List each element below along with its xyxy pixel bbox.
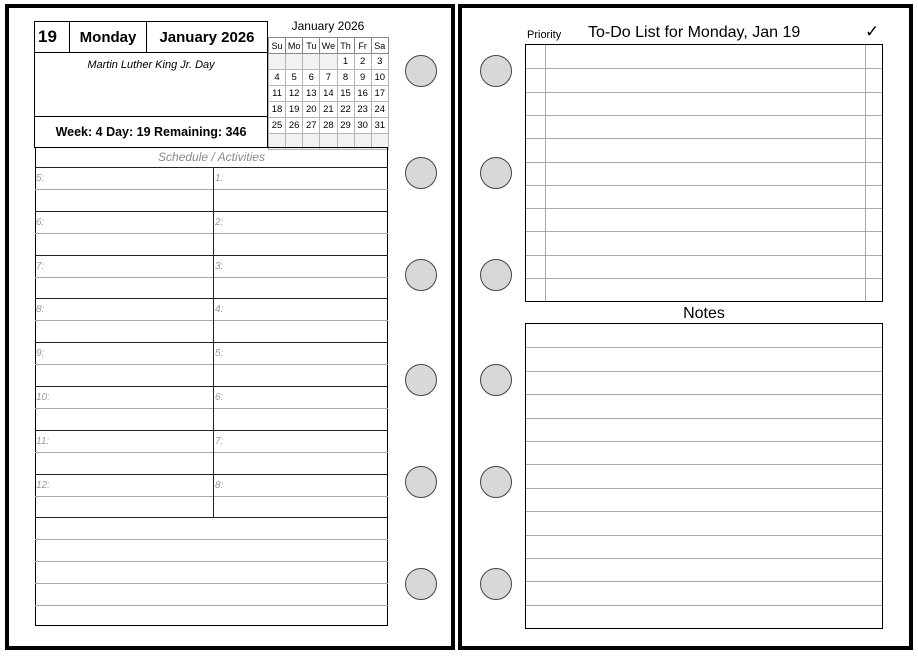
schedule-header-divider (35, 167, 388, 168)
ruled-line (526, 418, 882, 419)
schedule-hour-label: 4: (215, 304, 224, 316)
weekday-label: Monday (69, 21, 147, 53)
schedule-column-divider (213, 167, 214, 517)
mini-calendar-day[interactable]: 24 (371, 102, 388, 118)
schedule-hour-label: 12: (36, 479, 50, 491)
mini-calendar-week (269, 54, 389, 70)
mini-calendar-weekday: We (320, 38, 337, 54)
notes-area[interactable] (525, 323, 883, 629)
ruled-line (526, 441, 882, 442)
binder-ring-hole-icon (405, 259, 437, 291)
schedule-hour-label: 2: (215, 216, 224, 228)
mini-calendar-day[interactable]: 30 (354, 118, 371, 134)
mini-calendar-day[interactable]: 10 (371, 70, 388, 86)
mini-calendar-day[interactable]: 21 (320, 102, 337, 118)
binder-ring-hole-icon (405, 157, 437, 189)
ruled-line (526, 581, 882, 582)
checkmark-icon: ✓ (865, 22, 880, 41)
mini-calendar-empty-cell (303, 54, 320, 70)
todo-title: To-Do List for Monday, Jan 19 (588, 24, 801, 41)
schedule-extra-line (35, 605, 388, 606)
priority-column-divider (545, 45, 546, 301)
mini-calendar-weekday-row (269, 38, 389, 54)
schedule-extra-line (35, 539, 388, 540)
binder-ring-hole-icon (480, 55, 512, 87)
todo-list-area[interactable] (525, 44, 883, 302)
schedule-hour-label: 3: (215, 260, 224, 272)
schedule-half-hour-line (35, 277, 388, 278)
ruled-line (526, 92, 882, 93)
binder-ring-hole-icon (480, 364, 512, 396)
mini-calendar-day[interactable]: 3 (371, 54, 388, 70)
mini-calendar-week (269, 102, 389, 118)
mini-calendar-day[interactable]: 14 (320, 86, 337, 102)
mini-calendar-week (269, 86, 389, 102)
mini-calendar-day[interactable]: 27 (303, 118, 320, 134)
mini-calendar-day[interactable]: 2 (354, 54, 371, 70)
mini-calendar-day[interactable]: 31 (371, 118, 388, 134)
mini-calendar-weekday: Su (269, 38, 286, 54)
check-column-divider (865, 45, 866, 301)
mini-calendar-day[interactable]: 25 (269, 118, 286, 134)
binder-ring-hole-icon (480, 466, 512, 498)
ruled-line (526, 278, 882, 279)
ruled-line (526, 394, 882, 395)
schedule-hour-label: 7: (36, 260, 45, 272)
mini-calendar-day[interactable]: 1 (337, 54, 354, 70)
mini-calendar-day[interactable]: 5 (286, 70, 303, 86)
schedule-half-hour-line (35, 496, 388, 497)
mini-calendar-day[interactable]: 9 (354, 70, 371, 86)
ruled-line (526, 464, 882, 465)
schedule-hour-divider (35, 255, 388, 256)
schedule-half-hour-line (35, 189, 388, 190)
schedule-hour-label: 11: (36, 435, 50, 447)
ruled-line (526, 511, 882, 512)
mini-calendar-day[interactable]: 22 (337, 102, 354, 118)
ruled-line (526, 185, 882, 186)
mini-calendar-title: January 2026 (291, 19, 365, 33)
schedule-half-hour-line (35, 452, 388, 453)
mini-calendar-empty-cell (286, 54, 303, 70)
mini-calendar-day[interactable]: 29 (337, 118, 354, 134)
mini-calendar-day[interactable]: 23 (354, 102, 371, 118)
schedule-hour-label: 9: (36, 348, 45, 360)
ruled-line (526, 231, 882, 232)
binder-ring-hole-icon (480, 259, 512, 291)
mini-calendar-day[interactable]: 13 (303, 86, 320, 102)
mini-calendar-day[interactable]: 11 (269, 86, 286, 102)
schedule-half-hour-line (35, 233, 388, 234)
mini-calendar-day[interactable]: 26 (286, 118, 303, 134)
priority-label: Priority (527, 29, 562, 41)
mini-calendar-day[interactable]: 16 (354, 86, 371, 102)
ruled-line (526, 208, 882, 209)
notes-title: Notes (683, 305, 725, 322)
mini-calendar-day[interactable]: 17 (371, 86, 388, 102)
schedule-hour-label: 5: (36, 173, 45, 184)
schedule-hour-label: 6: (215, 392, 224, 403)
week-info: Week: 4 Day: 19 Remaining: 346 (34, 116, 268, 148)
schedule-hour-label: 5: (215, 348, 224, 360)
mini-calendar-day[interactable]: 19 (286, 102, 303, 118)
mini-calendar-day[interactable]: 6 (303, 70, 320, 86)
month-year-label: January 2026 (146, 21, 268, 53)
ruled-line (526, 115, 882, 116)
binder-ring-hole-icon (405, 364, 437, 396)
mini-calendar-day[interactable]: 8 (337, 70, 354, 86)
schedule-half-hour-line (35, 320, 388, 321)
ruled-line (526, 138, 882, 139)
schedule-hour-divider (35, 342, 388, 343)
schedule-hour-label: 10: (36, 392, 50, 403)
ruled-line (526, 347, 882, 348)
mini-calendar-weekday: Sa (371, 38, 388, 54)
mini-calendar-week (269, 70, 389, 86)
ruled-line (526, 68, 882, 69)
schedule-hour-label: 1: (215, 173, 224, 184)
schedule-hour-divider (35, 211, 388, 212)
schedule-hour-label: 8: (215, 479, 224, 491)
schedule-half-hour-line (35, 364, 388, 365)
mini-calendar-day[interactable]: 18 (269, 102, 286, 118)
binder-ring-hole-icon (405, 55, 437, 87)
schedule-hour-divider (35, 474, 388, 475)
binder-ring-hole-icon (405, 466, 437, 498)
schedule-hour-label: 8: (36, 304, 45, 316)
ruled-line (526, 488, 882, 489)
ruled-line (526, 558, 882, 559)
schedule-hour-divider (35, 298, 388, 299)
ruled-line (526, 255, 882, 256)
schedule-hour-divider (35, 517, 388, 518)
schedule-title: Schedule / Activities (158, 150, 265, 164)
mini-calendar-empty-cell (269, 54, 286, 70)
binder-ring-hole-icon (480, 568, 512, 600)
mini-calendar-empty-cell (320, 54, 337, 70)
mini-calendar-day[interactable]: 20 (303, 102, 320, 118)
ruled-line (526, 535, 882, 536)
mini-calendar-week (269, 118, 389, 134)
mini-calendar (268, 37, 389, 150)
day-number: 19 (34, 21, 70, 53)
mini-calendar-weekday: Tu (303, 38, 320, 54)
mini-calendar-day[interactable]: 7 (320, 70, 337, 86)
holiday-box (34, 52, 268, 117)
schedule-hour-divider (35, 386, 388, 387)
mini-calendar-weekday: Fr (354, 38, 371, 54)
schedule-half-hour-line (35, 408, 388, 409)
mini-calendar-weekday: Th (337, 38, 354, 54)
ruled-line (526, 371, 882, 372)
schedule-hour-label: 7: (215, 435, 224, 447)
ruled-line (526, 162, 882, 163)
mini-calendar-day[interactable]: 15 (337, 86, 354, 102)
schedule-hour-label: 6: (36, 216, 45, 228)
holiday-name: Martin Luther King Jr. Day (87, 59, 215, 71)
mini-calendar-day[interactable]: 4 (269, 70, 286, 86)
binder-ring-hole-icon (405, 568, 437, 600)
mini-calendar-day[interactable]: 28 (320, 118, 337, 134)
schedule-extra-line (35, 583, 388, 584)
schedule-extra-line (35, 561, 388, 562)
mini-calendar-day[interactable]: 12 (286, 86, 303, 102)
mini-calendar-weekday: Mo (286, 38, 303, 54)
binder-ring-hole-icon (480, 157, 512, 189)
schedule-hour-divider (35, 430, 388, 431)
ruled-line (526, 605, 882, 606)
